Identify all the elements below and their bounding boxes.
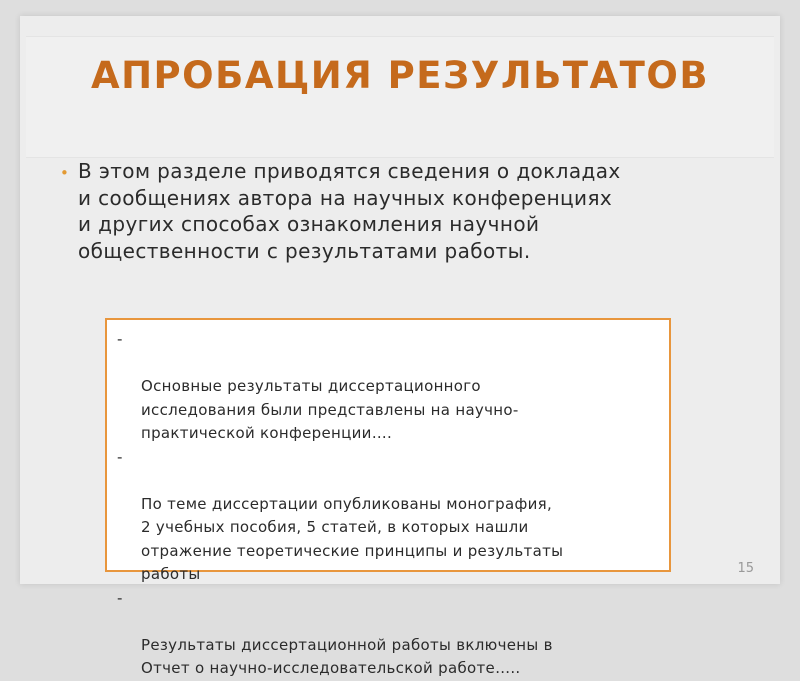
dash-icon: - — [117, 447, 123, 466]
list-item — [117, 446, 655, 587]
slide-title: АПРОБАЦИЯ РЕЗУЛЬТАТОВ — [90, 54, 710, 97]
results-list — [107, 320, 669, 681]
bullet-text: В этом разделе приводятся сведения о докладах и сообщениях автора на научных конференциях и других способах ознакомления научной общественности с результатами работы. — [78, 159, 621, 263]
list-item-text: Результаты диссертационной работы включены в Отчет о научно-исследовательской работе….. — [141, 635, 553, 677]
list-item — [117, 328, 655, 446]
dash-icon: - — [117, 330, 123, 348]
dash-icon: - — [117, 588, 123, 607]
list-item-text: Основные результаты диссертационного исследования были представлены на научно- практической конференции…. — [141, 377, 519, 442]
bullet-item — [60, 158, 750, 264]
page-number: 15 — [737, 561, 754, 576]
main-bullet-area — [60, 158, 750, 264]
list-item-text: По теме диссертации опубликованы монография, 2 учебных пособия, 5 статей, в которых нашли отражение теоретические принципы и результаты работы — [141, 494, 564, 583]
bullet-icon: • — [60, 164, 69, 182]
results-box — [105, 318, 671, 677]
list-item — [117, 587, 655, 681]
